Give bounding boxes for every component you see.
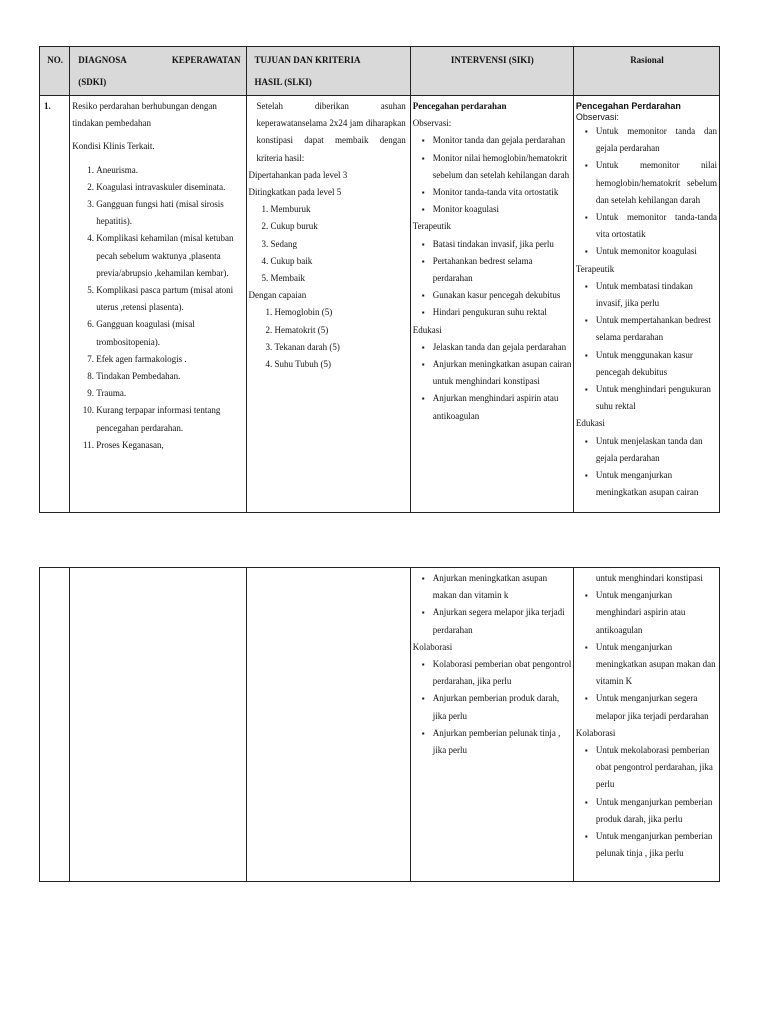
header-tujuan-line1: TUJUAN DAN KRITERIA	[254, 55, 361, 65]
list-item: 11. Proses Keganasan,	[96, 437, 244, 454]
list-item: ▪ Anjurkan menghindari aspirin atau antikoagulan	[433, 390, 572, 424]
tujuan-intro: Setelah diberikan asuhan keperawatanselama 2x24 jam diharapkan konstipasi dapat membaik dengan kriteria hasil:	[256, 101, 406, 163]
rasional-terapeutik-label: Terapeutik	[575, 263, 615, 274]
rasional-cont-first: untuk menghindari konstipasi	[595, 573, 703, 583]
list-item: 2. Koagulasi intravaskuler diseminata.	[96, 179, 244, 196]
list-item: ▪ Untuk menganjurkan meningkatkan asupan cairan	[596, 467, 717, 501]
header-diagnosa-word: DIAGNOSA	[78, 55, 127, 65]
list-item: ▪ Anjurkan segera melapor jika terjadi perdarahan	[433, 604, 572, 638]
empty-no-cell	[40, 568, 70, 882]
rasional-edukasi-label: Edukasi	[575, 418, 605, 429]
list-item: 1. Memburuk	[271, 201, 406, 218]
header-sdki: (SDKI)	[78, 77, 107, 87]
list-item: ▪ Untuk memonitor tanda-tanda vita ortostatik	[596, 209, 717, 243]
edukasi-cont-list	[413, 570, 572, 639]
rasional-observasi-label: Observasi:	[575, 112, 619, 122]
list-item: ▪ Monitor koagulasi	[433, 201, 572, 218]
list-item: 3. Sedang	[271, 236, 406, 253]
list-item: 2. Cukup buruk	[271, 218, 406, 235]
kolaborasi-list	[413, 656, 572, 759]
list-item: ▪ Jelaskan tanda dan gejala perdarahan	[433, 339, 572, 356]
list-item: ▪ Untuk mekolaborasi pemberian obat pengontrol perdarahan, jika perlu	[596, 742, 717, 794]
rasional-cell	[573, 96, 719, 513]
list-item: 9. Trauma.	[96, 385, 244, 402]
tujuan-line-ditingkatkan: Ditingkatkan pada level 5	[248, 187, 342, 198]
rasional-edukasi-cont-list	[576, 587, 717, 725]
list-item: ▪ Untuk menggunakan kasur pencegah dekubitus	[596, 347, 717, 381]
list-item: 8. Tindakan Pembedahan.	[96, 368, 244, 385]
observasi-list	[413, 132, 572, 218]
list-item: ▪ Untuk menganjurkan meningkatkan asupan makan dan vitamin K	[596, 639, 717, 691]
list-item: ▪ Untuk mempertahankan bedrest selama perdarahan	[596, 312, 717, 346]
list-item: 5. Membaik	[271, 270, 406, 287]
diagnosa-title: Resiko perdarahan berhubungan dengan tindakan pembedahan	[72, 101, 217, 129]
table-row	[40, 96, 720, 513]
diagnosa-cell	[70, 96, 246, 513]
list-item: ▪ Anjurkan pemberian produk darah, jika perlu	[433, 690, 572, 724]
empty-diagnosa-cell	[70, 568, 246, 882]
list-item: ▪ Kolaborasi pemberian obat pengontrol perdarahan, jika perlu	[433, 656, 572, 690]
header-intervensi	[410, 47, 573, 96]
empty-tujuan-cell	[246, 568, 410, 882]
edukasi-list	[413, 339, 572, 425]
list-item: ▪ Hindari pengukuran suhu rektal	[433, 304, 572, 321]
level-list	[249, 201, 406, 287]
rasional-cont-cell	[573, 568, 719, 882]
rasional-terapeutik-list	[576, 278, 717, 416]
list-item: ▪ Anjurkan pemberian pelunak tinja , jika perlu	[433, 725, 572, 759]
list-item: ▪ Monitor tanda dan gejala perdarahan	[433, 132, 572, 149]
list-item: ▪ Untuk menganjurkan menghindari aspirin atau antikoagulan	[596, 587, 717, 639]
list-item: 2. Hematokrit (5)	[275, 322, 406, 339]
header-rasional	[573, 47, 719, 96]
table-header-row	[40, 47, 720, 96]
list-item: ▪ Untuk memonitor koagulasi	[596, 243, 717, 260]
list-item: ▪ Untuk menjelaskan tanda dan gejala perdarahan	[596, 433, 717, 467]
header-no: NO.	[40, 47, 70, 96]
header-diagnosa	[70, 47, 246, 96]
list-item: ▪ Untuk memonitor tanda dan gejala perdarahan	[596, 123, 717, 157]
row-number: 1.	[40, 96, 70, 513]
header-tujuan	[246, 47, 410, 96]
list-item: ▪ Gunakan kasur pencegah dekubitus	[433, 287, 572, 304]
list-item: ▪ Untuk menganjurkan pemberian pelunak tinja , jika perlu	[596, 828, 717, 862]
list-item: ▪ Untuk memonitor nilai hemoglobin/hematokrit sebelum dan setelah kehilangan darah	[596, 157, 717, 209]
header-keperawatan-word: KEPERAWATAN	[171, 55, 241, 65]
list-item: ▪ Batasi tindakan invasif, jika perlu	[433, 236, 572, 253]
list-item: 1. Aneurisma.	[96, 162, 244, 179]
rasional-kolaborasi-label: Kolaborasi	[575, 727, 616, 738]
list-item: 10. Kurang terpapar informasi tentang pencegahan perdarahan.	[96, 402, 244, 436]
list-item: ▪ Untuk menghindari pengukuran suhu rektal	[596, 381, 717, 415]
list-item: 5. Komplikasi pasca partum (misal atoni uterus ,retensi plasenta).	[96, 282, 244, 316]
intervensi-cell	[410, 96, 573, 513]
list-item: ▪ Pertahankan bedrest selama perdarahan	[433, 253, 572, 287]
list-item: 4. Komplikasi kehamilan (misal ketuban pecah sebelum waktunya ,plasenta previa/abrupsio ,kehamilan kembar).	[96, 230, 244, 282]
capaian-list	[249, 304, 406, 373]
list-item: 6. Gangguan koagulasi (misal trombositopenia).	[96, 316, 244, 350]
header-rasional-text: Rasional	[630, 55, 664, 65]
list-item: ▪ Anjurkan meningkatkan asupan cairan untuk menghindari konstipasi	[433, 356, 572, 390]
edukasi-label: Edukasi	[412, 324, 442, 335]
list-item: ▪ Untuk menganjurkan pemberian produk darah, jika perlu	[596, 794, 717, 828]
list-item: ▪ Untuk membatasi tindakan invasif, jika perlu	[596, 278, 717, 312]
kondisi-klinis-label: Kondisi Klinis Terkait.	[72, 141, 155, 152]
rasional-kolaborasi-list	[576, 742, 717, 862]
list-item: 3. Gangguan fungsi hati (misal sirosis hepatitis).	[96, 196, 244, 230]
header-tujuan-line2: HASIL (SLKI)	[254, 77, 312, 87]
list-item: ▪ Anjurkan meningkatkan asupan makan dan vitamin k	[433, 570, 572, 604]
capaian-label: Dengan capaian	[248, 290, 307, 301]
header-intervensi-text: INTERVENSI (SIKI)	[450, 55, 534, 65]
intervensi-title: Pencegahan perdarahan	[412, 101, 507, 111]
list-item: ▪ Monitor tanda-tanda vita ortostatik	[433, 184, 572, 201]
table-row	[40, 568, 720, 882]
list-item: ▪ Untuk menganjurkan segera melapor jika terjadi perdarahan	[596, 690, 717, 724]
rasional-observasi-list	[576, 123, 717, 261]
list-item: 7. Efek agen farmakologis .	[96, 351, 244, 368]
list-item: ▪ Monitor nilai hemoglobin/hematokrit sebelum dan setelah kehilangan darah	[433, 150, 572, 184]
rasional-edukasi-list	[576, 433, 717, 502]
list-item: 3. Tekanan darah (5)	[275, 339, 406, 356]
nursing-care-table-page-2	[39, 567, 720, 882]
kolaborasi-label: Kolaborasi	[412, 641, 453, 652]
kondisi-klinis-list	[72, 162, 244, 454]
observasi-label: Observasi:	[412, 118, 452, 129]
intervensi-cont-cell	[410, 568, 573, 882]
terapeutik-label: Terapeutik	[412, 221, 452, 232]
list-item: 1. Hemoglobin (5)	[275, 304, 406, 321]
nursing-care-table-page-1	[39, 46, 720, 513]
tujuan-line-dipertahankan: Dipertahankan pada level 3	[248, 169, 348, 180]
rasional-title: Pencegahan Perdarahan	[575, 101, 681, 111]
terapeutik-list	[413, 236, 572, 322]
tujuan-cell	[246, 96, 410, 513]
list-item: 4. Suhu Tubuh (5)	[275, 356, 406, 373]
list-item: 4. Cukup baik	[271, 253, 406, 270]
